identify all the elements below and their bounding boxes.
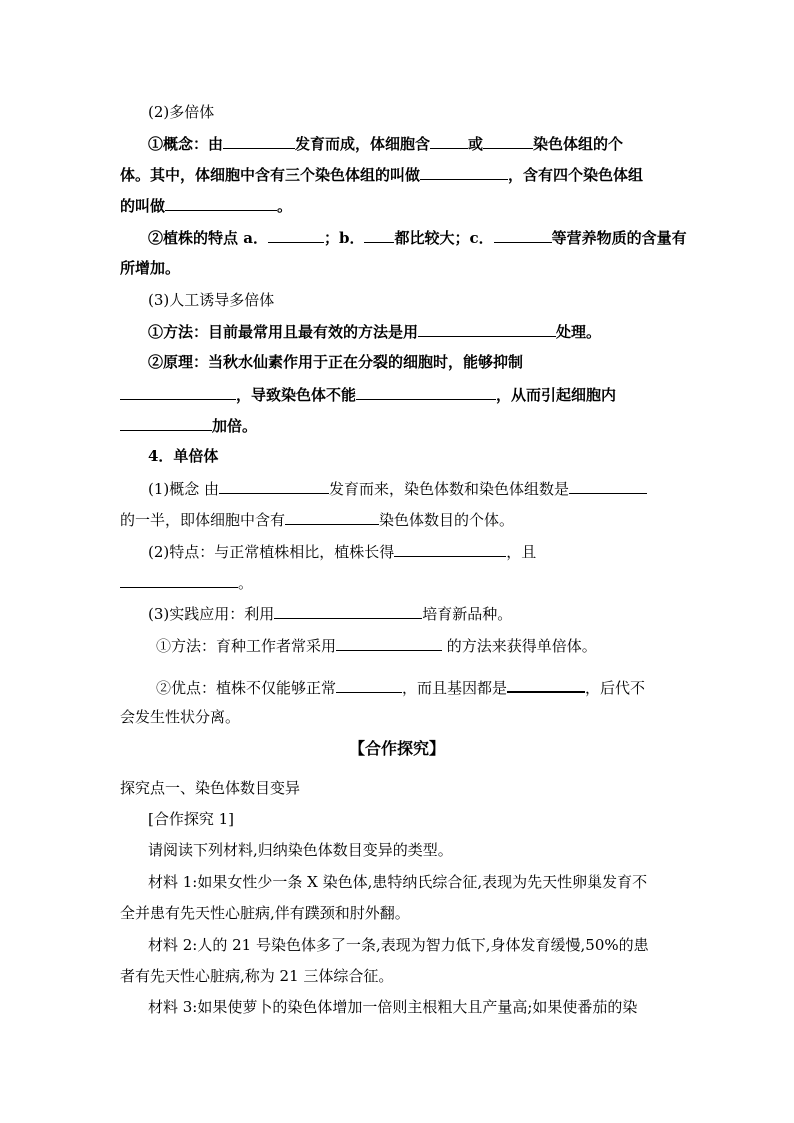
concept-line-2: 体。其中，体细胞中含有三个染色体组的叫做 ，含有四个染色体组 (120, 166, 644, 184)
blank (285, 510, 379, 525)
blank (219, 479, 329, 494)
material-2-line-2: 者有先天性心脏病,称为 21 三体综合征。 (120, 967, 394, 985)
blank (364, 228, 394, 243)
material-3-line-1: 材料 3:如果使萝卜的染色体增加一倍则主根粗大且产量高;如果使番茄的染 (148, 998, 638, 1016)
advantage-line-2: 会发生性状分离。 (120, 708, 241, 726)
cooperative-inquiry-heading: 【合作探究】 (348, 739, 445, 758)
plant-features-line-2: 所增加。 (120, 259, 181, 277)
principle-line-3: 加倍。 (120, 416, 257, 435)
advantage-line-1: ②优点：植株不仅能够正常 ，而且基因都是 ，后代不 (156, 679, 646, 697)
blank (274, 604, 422, 619)
blank (223, 134, 295, 149)
blank (120, 416, 212, 431)
principle-line-2: ，导致染色体不能 ，从而引起细胞内 (120, 385, 616, 404)
instruction-text: 请阅读下列材料,归纳染色体数目变异的类型。 (148, 841, 453, 859)
concept-line-1: ①概念：由 发育而成，体细胞含 或 染色体组的个 (148, 135, 624, 153)
plant-features-line-1: ②植株的特点 a． ；b． 都比较大；c． 等营养物质的含量有 (148, 229, 687, 247)
material-2-line-1: 材料 2:人的 21 号染色体多了一条,表现为智力低下,身体发育缓慢,50%的患 (148, 936, 649, 954)
blank (268, 228, 324, 243)
concept-line-3: 的叫做 。 (120, 197, 293, 215)
blank (569, 479, 647, 494)
section-induction-title: (3)人工诱导多倍体 (148, 291, 275, 309)
haploid-feature-line-1: (2)特点：与正常植株相比，植株长得 ，且 (148, 543, 537, 561)
haploid-feature-line-2: 。 (120, 573, 253, 592)
blank (420, 165, 508, 180)
inquiry-point-title: 探究点一、染色体数目变异 (120, 779, 301, 797)
inquiry-label: [合作探究 1] (148, 810, 235, 828)
blank (165, 196, 277, 211)
blank (120, 573, 238, 588)
blank (507, 677, 585, 693)
blank (336, 678, 402, 693)
blank (120, 385, 236, 400)
blank (494, 228, 552, 243)
method-line: ①方法：目前最常用且最有效的方法是用 处理。 (148, 323, 602, 341)
blank (394, 542, 506, 557)
blank (483, 134, 533, 149)
haploid-method-line: ①方法：育种工作者常采用 的方法来获得单倍体。 (156, 637, 597, 655)
material-1-line-1: 材料 1:如果女性少一条 X 染色体,患特纳氏综合征,表现为先天性卵巢发育不 (148, 873, 648, 891)
blank (336, 636, 442, 651)
blank (430, 134, 468, 149)
material-1-line-2: 全并患有先天性心脏病,伴有蹼颈和肘外翻。 (120, 904, 410, 922)
practice-line: (3)实践应用：利用 培育新品种。 (148, 605, 513, 623)
blank (418, 322, 556, 337)
section-multiploid-title: (2)多倍体 (148, 103, 215, 121)
section-haploid-title: 4．单倍体 (148, 447, 219, 465)
blank (356, 385, 496, 400)
haploid-concept-line-1: (1)概念 由 发育而来，染色体数和染色体组数是 (148, 479, 647, 498)
principle-line-1: ②原理：当秋水仙素作用于正在分裂的细胞时，能够抑制 (148, 353, 524, 371)
haploid-concept-line-2: 的一半，即体细胞中含有 染色体数目的个体。 (120, 511, 515, 529)
